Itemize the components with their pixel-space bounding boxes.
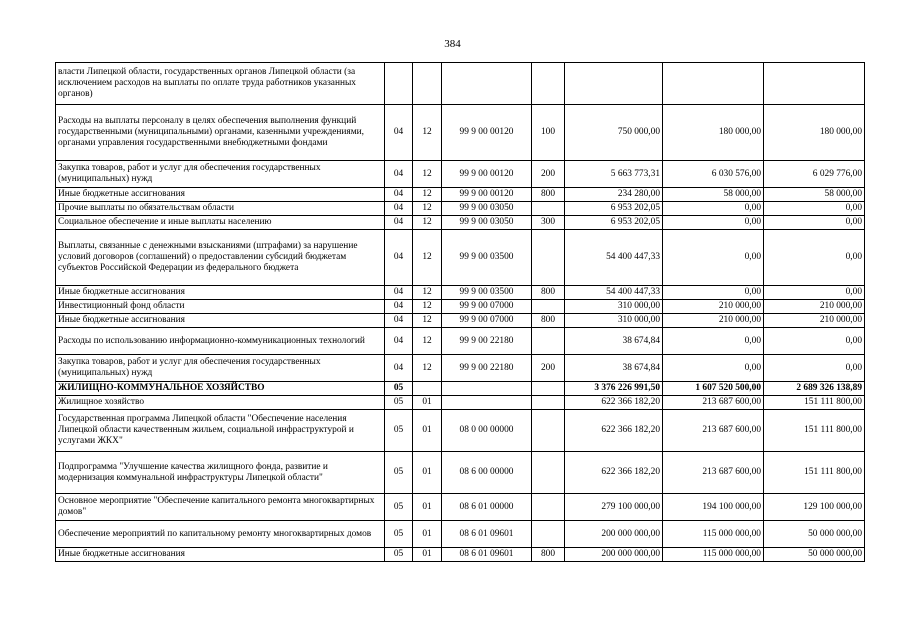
cell-expense-type	[532, 202, 565, 216]
table-row	[56, 328, 865, 355]
cell-amount-year1: 750 000,00	[565, 105, 663, 161]
cell-amount-year3: 151 111 800,00	[764, 410, 865, 452]
cell-amount-year2: 1 607 520 500,00	[663, 382, 764, 396]
cell-target-article	[442, 63, 532, 105]
cell-amount-year1: 622 366 182,20	[565, 396, 663, 410]
cell-subsection: 12	[413, 328, 442, 355]
cell-subsection: 01	[413, 521, 442, 548]
cell-subsection: 01	[413, 494, 442, 521]
cell-subsection: 12	[413, 188, 442, 202]
cell-name: Основное мероприятие "Обеспечение капитального ремонта многоквартирных домов"	[56, 494, 385, 521]
cell-target-article: 08 6 01 09601	[442, 548, 532, 562]
table-row	[56, 188, 865, 202]
cell-name: ЖИЛИЩНО-КОММУНАЛЬНОЕ ХОЗЯЙСТВО	[56, 382, 385, 396]
cell-name: Закупка товаров, работ и услуг для обеспечения государственных (муниципальных) нужд	[56, 355, 385, 382]
cell-subsection: 12	[413, 202, 442, 216]
cell-amount-year1: 6 953 202,05	[565, 202, 663, 216]
cell-amount-year1: 279 100 000,00	[565, 494, 663, 521]
cell-amount-year1: 6 953 202,05	[565, 216, 663, 230]
cell-expense-type	[532, 382, 565, 396]
cell-expense-type	[532, 63, 565, 105]
cell-amount-year2: 0,00	[663, 202, 764, 216]
cell-amount-year3: 0,00	[764, 202, 865, 216]
cell-amount-year3: 151 111 800,00	[764, 452, 865, 494]
cell-amount-year2: 213 687 600,00	[663, 410, 764, 452]
cell-amount-year2: 194 100 000,00	[663, 494, 764, 521]
cell-amount-year2: 213 687 600,00	[663, 452, 764, 494]
cell-amount-year3: 50 000 000,00	[764, 521, 865, 548]
cell-amount-year2: 210 000,00	[663, 314, 764, 328]
cell-amount-year3: 0,00	[764, 230, 865, 286]
table-row	[56, 314, 865, 328]
cell-expense-type	[532, 328, 565, 355]
cell-subsection: 01	[413, 548, 442, 562]
cell-expense-type: 200	[532, 355, 565, 382]
table-row	[56, 494, 865, 521]
cell-expense-type: 300	[532, 216, 565, 230]
cell-amount-year3: 2 689 326 138,89	[764, 382, 865, 396]
cell-target-article: 99 9 00 22180	[442, 355, 532, 382]
cell-target-article: 99 9 00 07000	[442, 314, 532, 328]
cell-subsection: 12	[413, 300, 442, 314]
table-row	[56, 452, 865, 494]
cell-target-article	[442, 396, 532, 410]
cell-amount-year3: 129 100 000,00	[764, 494, 865, 521]
cell-amount-year2: 0,00	[663, 328, 764, 355]
cell-name: Инвестиционный фонд области	[56, 300, 385, 314]
cell-target-article: 08 6 01 09601	[442, 521, 532, 548]
cell-name: Прочие выплаты по обязательствам области	[56, 202, 385, 216]
cell-name: Иные бюджетные ассигнования	[56, 314, 385, 328]
cell-amount-year2: 0,00	[663, 230, 764, 286]
cell-amount-year3: 210 000,00	[764, 314, 865, 328]
table-row	[56, 382, 865, 396]
cell-expense-type	[532, 300, 565, 314]
cell-section: 04	[385, 314, 413, 328]
cell-name: Иные бюджетные ассигнования	[56, 188, 385, 202]
cell-subsection	[413, 382, 442, 396]
table-row	[56, 161, 865, 188]
cell-section: 04	[385, 355, 413, 382]
cell-expense-type: 800	[532, 286, 565, 300]
cell-amount-year3: 0,00	[764, 216, 865, 230]
cell-expense-type	[532, 452, 565, 494]
cell-amount-year1: 38 674,84	[565, 328, 663, 355]
cell-amount-year2: 6 030 576,00	[663, 161, 764, 188]
cell-name: Иные бюджетные ассигнования	[56, 548, 385, 562]
cell-amount-year3: 151 111 800,00	[764, 396, 865, 410]
cell-target-article: 99 9 00 00120	[442, 161, 532, 188]
cell-section: 04	[385, 286, 413, 300]
cell-amount-year1: 200 000 000,00	[565, 548, 663, 562]
cell-subsection: 12	[413, 314, 442, 328]
cell-amount-year2: 180 000,00	[663, 105, 764, 161]
cell-amount-year1: 234 280,00	[565, 188, 663, 202]
cell-subsection: 01	[413, 410, 442, 452]
cell-subsection	[413, 63, 442, 105]
cell-target-article: 99 9 00 03500	[442, 286, 532, 300]
cell-name: Обеспечение мероприятий по капитальному ремонту многоквартирных домов	[56, 521, 385, 548]
cell-subsection: 01	[413, 452, 442, 494]
cell-target-article: 99 9 00 00120	[442, 188, 532, 202]
table-row	[56, 355, 865, 382]
cell-expense-type	[532, 230, 565, 286]
cell-amount-year2: 213 687 600,00	[663, 396, 764, 410]
cell-amount-year3: 0,00	[764, 355, 865, 382]
cell-section: 05	[385, 494, 413, 521]
cell-target-article: 99 9 00 00120	[442, 105, 532, 161]
cell-target-article: 99 9 00 03050	[442, 216, 532, 230]
cell-name: Иные бюджетные ассигнования	[56, 286, 385, 300]
table-row	[56, 300, 865, 314]
table-row	[56, 410, 865, 452]
cell-target-article: 08 6 00 00000	[442, 452, 532, 494]
cell-section: 04	[385, 230, 413, 286]
cell-subsection: 12	[413, 230, 442, 286]
cell-target-article: 99 9 00 07000	[442, 300, 532, 314]
cell-amount-year1: 3 376 226 991,50	[565, 382, 663, 396]
cell-target-article: 99 9 00 03500	[442, 230, 532, 286]
cell-section: 05	[385, 521, 413, 548]
cell-amount-year2: 0,00	[663, 286, 764, 300]
table-row	[56, 230, 865, 286]
cell-name: Социальное обеспечение и иные выплаты населению	[56, 216, 385, 230]
table-row	[56, 548, 865, 562]
cell-name: Расходы по использованию информационно-коммуникационных технологий	[56, 328, 385, 355]
cell-amount-year3: 50 000 000,00	[764, 548, 865, 562]
table-row	[56, 396, 865, 410]
table-row	[56, 521, 865, 548]
cell-expense-type: 800	[532, 314, 565, 328]
cell-amount-year3: 210 000,00	[764, 300, 865, 314]
cell-amount-year1: 5 663 773,31	[565, 161, 663, 188]
cell-amount-year2: 115 000 000,00	[663, 548, 764, 562]
cell-amount-year3: 6 029 776,00	[764, 161, 865, 188]
cell-expense-type: 100	[532, 105, 565, 161]
cell-subsection: 12	[413, 216, 442, 230]
table-row	[56, 216, 865, 230]
cell-section: 05	[385, 548, 413, 562]
cell-amount-year1: 38 674,84	[565, 355, 663, 382]
cell-section: 04	[385, 188, 413, 202]
page-number: 384	[444, 38, 461, 50]
cell-name: Расходы на выплаты персоналу в целях обеспечения выполнения функций государственными (муниципальными) органами, казенными учреждениями, органами управления государственными внебюджетными фондами	[56, 105, 385, 161]
cell-section: 05	[385, 382, 413, 396]
cell-amount-year2: 210 000,00	[663, 300, 764, 314]
cell-section: 04	[385, 161, 413, 188]
cell-expense-type: 800	[532, 188, 565, 202]
cell-amount-year1: 622 366 182,20	[565, 410, 663, 452]
cell-section: 05	[385, 410, 413, 452]
cell-amount-year1: 54 400 447,33	[565, 230, 663, 286]
cell-section: 04	[385, 202, 413, 216]
cell-section: 04	[385, 216, 413, 230]
cell-amount-year2: 0,00	[663, 216, 764, 230]
table-row	[56, 202, 865, 216]
cell-expense-type: 200	[532, 161, 565, 188]
cell-name: Подпрограмма "Улучшение качества жилищного фонда, развитие и модернизация коммунальной инфраструктуры Липецкой области"	[56, 452, 385, 494]
table-row	[56, 105, 865, 161]
cell-amount-year3: 0,00	[764, 286, 865, 300]
table-row	[56, 63, 865, 105]
cell-expense-type	[532, 410, 565, 452]
cell-subsection: 12	[413, 286, 442, 300]
cell-subsection: 12	[413, 105, 442, 161]
cell-target-article	[442, 382, 532, 396]
table-row	[56, 286, 865, 300]
cell-amount-year1: 622 366 182,20	[565, 452, 663, 494]
cell-amount-year1: 310 000,00	[565, 300, 663, 314]
cell-name: Жилищное хозяйство	[56, 396, 385, 410]
cell-amount-year2	[663, 63, 764, 105]
cell-section: 04	[385, 105, 413, 161]
cell-name: Государственная программа Липецкой области "Обеспечение населения Липецкой области качественным жильем, социальной инфраструктурой и услугами ЖКХ"	[56, 410, 385, 452]
cell-amount-year2: 115 000 000,00	[663, 521, 764, 548]
cell-amount-year3: 180 000,00	[764, 105, 865, 161]
cell-target-article: 08 6 01 00000	[442, 494, 532, 521]
cell-section: 05	[385, 396, 413, 410]
cell-section: 05	[385, 452, 413, 494]
cell-name: Выплаты, связанные с денежными взысканиями (штрафами) за нарушение условий договоров (соглашений) о предоставлении субсидий бюджетам субъектов Российской Федерации из федерального бюджета	[56, 230, 385, 286]
cell-amount-year3	[764, 63, 865, 105]
cell-subsection: 12	[413, 355, 442, 382]
cell-expense-type	[532, 494, 565, 521]
cell-target-article: 99 9 00 22180	[442, 328, 532, 355]
cell-section	[385, 63, 413, 105]
cell-expense-type: 800	[532, 548, 565, 562]
cell-expense-type	[532, 396, 565, 410]
cell-amount-year2: 0,00	[663, 355, 764, 382]
cell-name: Закупка товаров, работ и услуг для обеспечения государственных (муниципальных) нужд	[56, 161, 385, 188]
cell-amount-year1: 310 000,00	[565, 314, 663, 328]
cell-subsection: 01	[413, 396, 442, 410]
cell-amount-year3: 0,00	[764, 328, 865, 355]
cell-name: власти Липецкой области, государственных органов Липецкой области (за исключением расходов на выплаты по оплате труда работников указанных органов)	[56, 63, 385, 105]
cell-target-article: 08 0 00 00000	[442, 410, 532, 452]
cell-section: 04	[385, 328, 413, 355]
cell-amount-year3: 58 000,00	[764, 188, 865, 202]
cell-amount-year2: 58 000,00	[663, 188, 764, 202]
cell-target-article: 99 9 00 03050	[442, 202, 532, 216]
cell-amount-year1: 200 000 000,00	[565, 521, 663, 548]
cell-section: 04	[385, 300, 413, 314]
cell-amount-year1: 54 400 447,33	[565, 286, 663, 300]
cell-expense-type	[532, 521, 565, 548]
cell-subsection: 12	[413, 161, 442, 188]
cell-amount-year1	[565, 63, 663, 105]
budget-table	[55, 62, 865, 562]
budget-table-body	[56, 63, 865, 562]
